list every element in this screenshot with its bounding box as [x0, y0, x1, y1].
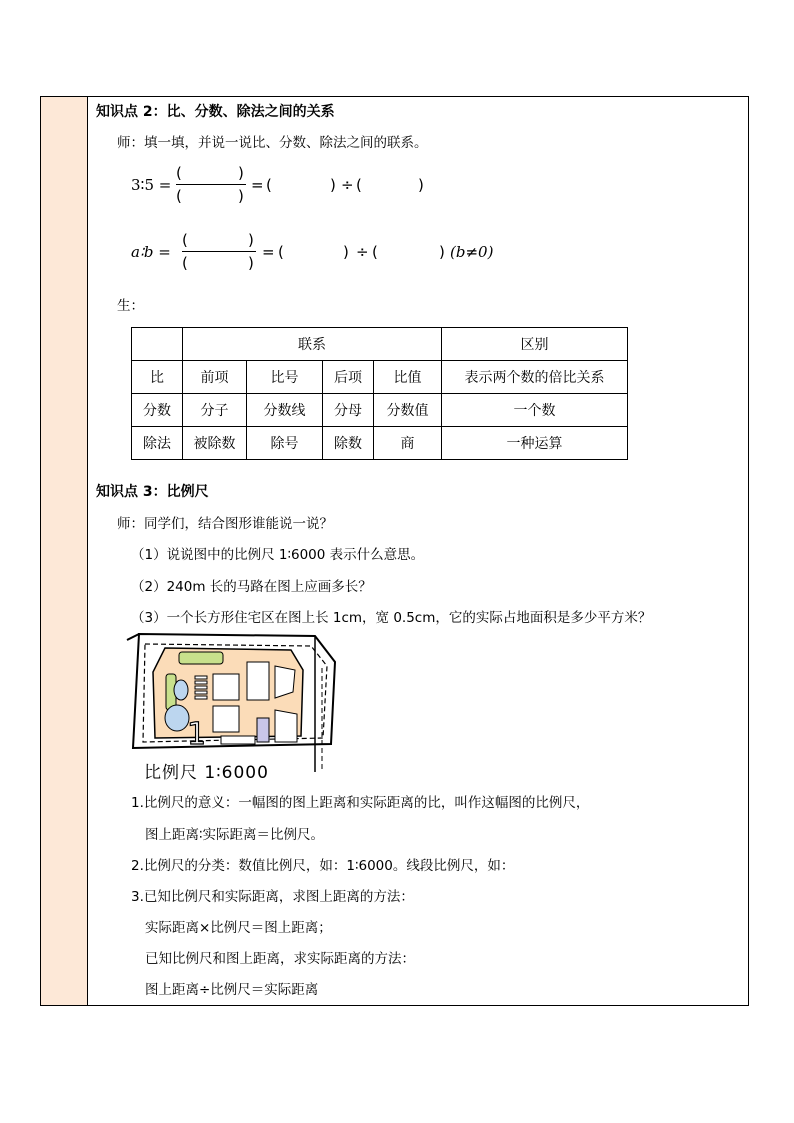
map-building-purple — [257, 718, 269, 742]
table-cell: 分母 — [323, 394, 374, 427]
eq1-num-close: ) — [238, 164, 244, 182]
eq1-den-open: ( — [176, 187, 182, 205]
eq1-p2-close: ) — [418, 176, 424, 194]
question-1: （1）说说图中的比例尺 1∶6000 表示什么意思。 — [131, 547, 425, 563]
eq1-p2-open: ( — [356, 176, 362, 194]
table-cell: 分数线 — [247, 394, 323, 427]
eq2-p1-close: ) — [343, 243, 349, 261]
eq2-equals: = — [262, 243, 275, 261]
eq2-p2-open: ( — [372, 243, 378, 261]
header-link: 联系 — [183, 328, 442, 361]
question-3: （3）一个长方形住宅区在图上长 1cm，宽 0.5cm，它的实际占地面积是多少平方米？ — [131, 610, 652, 626]
eq2-num-close: ) — [248, 231, 254, 249]
table-cell: 分子 — [183, 394, 247, 427]
eq2-p2-close: ) — [439, 243, 445, 261]
eq1-p1-open: ( — [266, 176, 272, 194]
eq2-fraction-line — [182, 251, 256, 252]
comparison-table — [131, 327, 628, 460]
eq2-num-open: ( — [182, 231, 188, 249]
map-park — [179, 652, 223, 664]
map-building — [275, 710, 297, 742]
table-row — [132, 394, 628, 427]
table-row — [132, 361, 628, 394]
eq1-p1-close: ) — [330, 176, 336, 194]
eq1-lhs: 3∶5 = — [131, 176, 172, 194]
kp3-teacher-line: 师：同学们，结合图形谁能说一说？ — [117, 516, 333, 532]
eq1-den-close: ) — [238, 187, 244, 205]
table-cell: 前项 — [183, 361, 247, 394]
map-building — [213, 706, 239, 732]
eq1-num-open: ( — [176, 164, 182, 182]
eq2-den-close: ) — [248, 254, 254, 272]
table-cell: 一个数 — [442, 394, 628, 427]
eq2-lhs: a∶b = — [131, 243, 171, 261]
map-pond — [165, 705, 189, 731]
table-row — [132, 427, 628, 460]
point-1-formula: 图上距离∶实际距离＝比例尺。 — [145, 827, 325, 843]
kp2-teacher-line: 师：填一填，并说一说比、分数、除法之间的联系。 — [117, 135, 428, 151]
table-cell: 比值 — [374, 361, 442, 394]
eq2-divide: ÷ — [356, 243, 369, 261]
header-diff: 区别 — [442, 328, 628, 361]
table-cell: 除数 — [323, 427, 374, 460]
point-3-formula-a: 实际距离×比例尺＝图上距离； — [145, 920, 332, 936]
point-3: 3.已知比例尺和实际距离，求图上距离的方法： — [131, 889, 414, 905]
table-corner-cell — [132, 328, 183, 361]
table-cell: 比号 — [247, 361, 323, 394]
student-label: 生： — [117, 298, 144, 314]
map-building — [247, 662, 269, 700]
eq2-den-open: ( — [182, 254, 188, 272]
table-cell: 除号 — [247, 427, 323, 460]
table-cell: 表示两个数的倍比关系 — [442, 361, 628, 394]
eq1-equals: = — [251, 176, 264, 194]
kp2-title: 知识点 2：比、分数、除法之间的关系 — [96, 104, 335, 120]
table-cell: 比 — [132, 361, 183, 394]
table-cell: 商 — [374, 427, 442, 460]
table-cell: 被除数 — [183, 427, 247, 460]
point-1: 1.比例尺的意义：一幅图的图上距离和实际距离的比，叫作这幅图的比例尺， — [131, 795, 590, 811]
table-cell: 分数 — [132, 394, 183, 427]
point-3-method-b: 已知比例尺和图上距离，求实际距离的方法： — [145, 951, 415, 967]
map-pond-small — [174, 680, 188, 700]
table-cell: 一种运算 — [442, 427, 628, 460]
point-3-formula-b: 图上距离÷比例尺＝实际距离 — [145, 982, 319, 998]
kp3-title: 知识点 3：比例尺 — [96, 484, 209, 500]
map-building — [213, 674, 239, 700]
eq2-p1-open: ( — [278, 243, 284, 261]
table-cell: 除法 — [132, 427, 183, 460]
table-header-row — [132, 328, 628, 361]
question-2: （2）240m 长的马路在图上应画多长？ — [131, 579, 372, 595]
eq2-condition: (b≠0) — [450, 243, 494, 261]
eq1-fraction-line — [176, 184, 246, 185]
table-cell: 后项 — [323, 361, 374, 394]
point-2: 2.比例尺的分类：数值比例尺，如：1∶6000。线段比例尺，如： — [131, 858, 515, 874]
map-scale-label: 比例尺 1∶6000 — [144, 763, 269, 783]
eq1-divide: ÷ — [341, 176, 354, 194]
map-number-label: 1 — [187, 717, 207, 752]
table-cell: 分数值 — [374, 394, 442, 427]
